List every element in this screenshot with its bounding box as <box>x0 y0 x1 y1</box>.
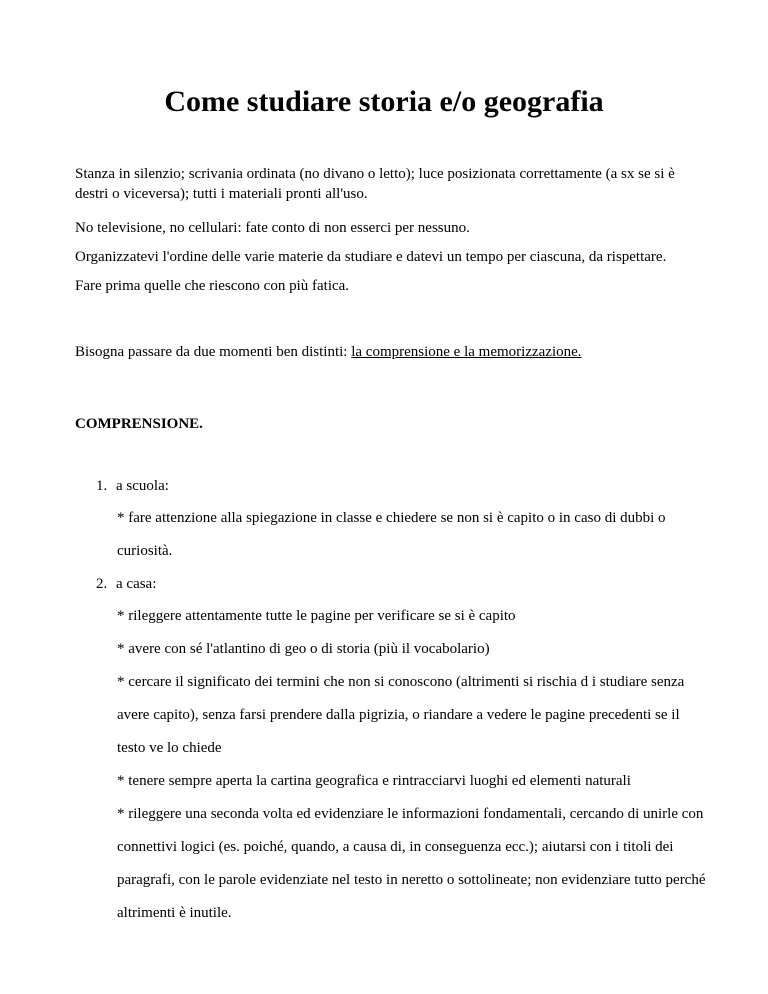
list-number: 2. <box>96 576 108 592</box>
intro-paragraph-1: Stanza in silenzio; scrivania ordinata (no divano o letto); luce posizionata correttamente (a sx se si è destri o viceversa); tutti i materiali pronti all'uso. <box>75 166 675 202</box>
list-item <box>96 476 169 496</box>
list-label: a casa: <box>116 576 157 592</box>
moments-paragraph <box>75 342 705 362</box>
list-detail: * rileggere attentamente tutte le pagine per verificare se si è capito <box>117 608 516 624</box>
page-title: Come studiare storia e/o geografia <box>164 85 604 118</box>
list-detail: * rileggere una seconda volta ed evidenziare le informazioni fondamentali, cercando di unirle con connettivi logici (es. poiché, quando, a causa di, in conseguenza ecc.); aiutarsi con i titoli dei paragrafi, con le parole evidenziate nel testo in neretto o sottolineate; non evidenziare tutto perché altrimenti è inutile. <box>117 806 706 921</box>
list-detail: * avere con sé l'atlantino di geo o di storia (più il vocabolario) <box>117 641 490 657</box>
section-heading: COMPRENSIONE. <box>75 416 203 432</box>
list-detail: * cercare il significato dei termini che non si conoscono (altrimenti si rischia d i studiare senza avere capito), senza farsi prendere dalla pigrizia, o riandare a vedere le pagine precedenti se il testo ve lo chiede <box>117 674 685 756</box>
list-detail: * fare attenzione alla spiegazione in classe e chiedere se non si è capito o in caso di dubbi o curiosità. <box>117 510 666 559</box>
list-label: a scuola: <box>116 478 169 494</box>
list-detail: * tenere sempre aperta la cartina geografica e rintracciarvi luoghi ed elementi naturali <box>117 773 631 789</box>
moments-underlined-text: la comprensione e la memorizzazione. <box>351 344 582 360</box>
intro-paragraph-2: No televisione, no cellulari: fate conto di non esserci per nessuno. <box>75 220 470 236</box>
list-item <box>96 574 156 594</box>
intro-paragraph-4: Fare prima quelle che riescono con più fatica. <box>75 278 350 294</box>
intro-paragraph-3: Organizzatevi l'ordine delle varie materie da studiare e datevi un tempo per ciascuna, da rispettare. <box>75 249 667 265</box>
list-number: 1. <box>96 478 108 494</box>
moments-prefix: Bisogna passare da due momenti ben distinti: <box>75 344 352 360</box>
